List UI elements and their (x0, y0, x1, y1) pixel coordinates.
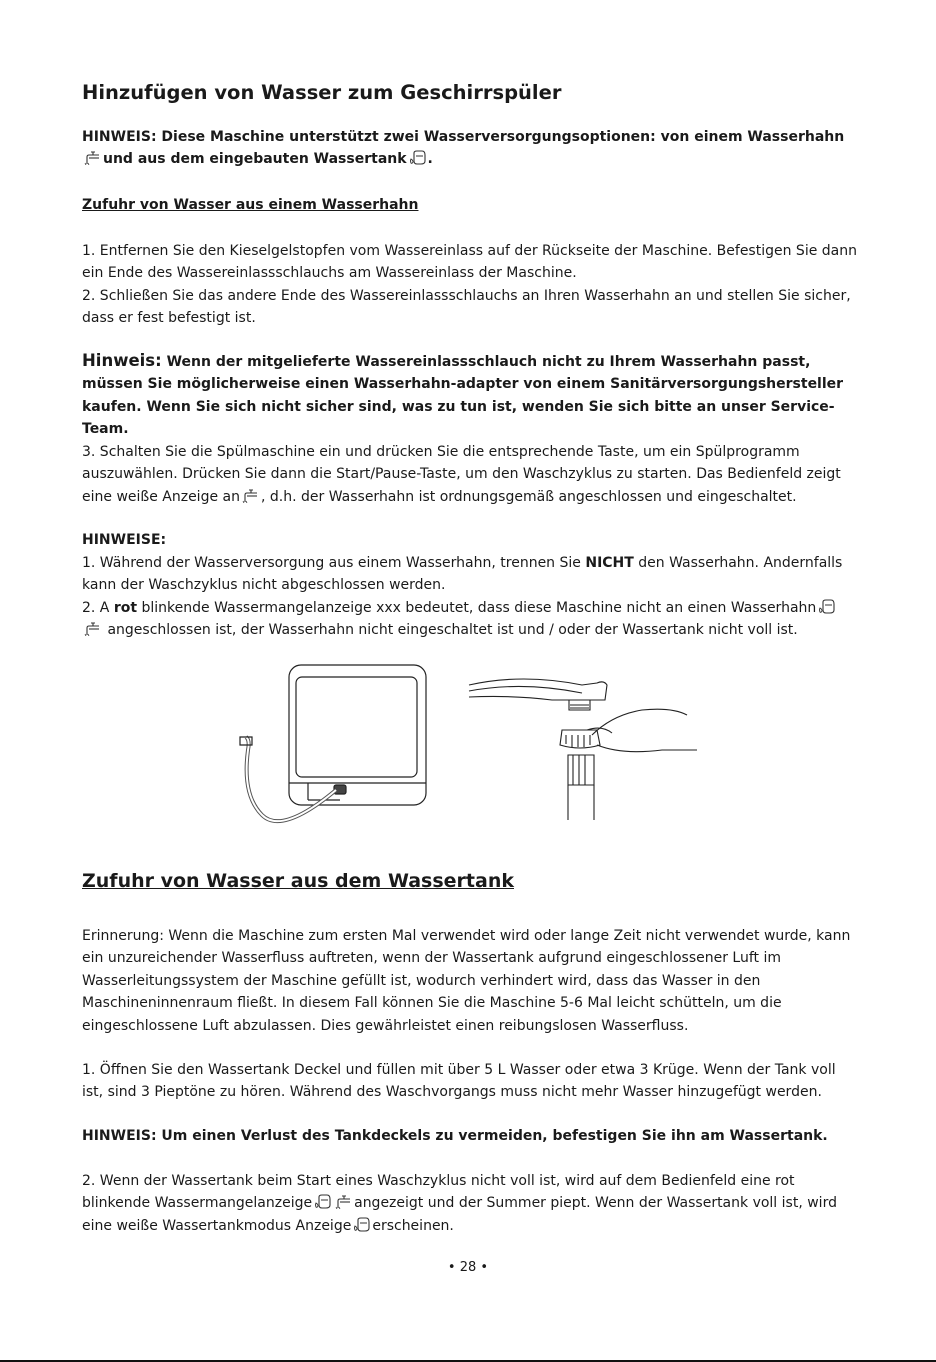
intro-note-text-1: HINWEIS: Diese Maschine unterstützt zwei Wasserversorgungsoptionen: von einem Wasserhahn (82, 129, 845, 145)
dishwasher-drawing (240, 665, 426, 821)
section1-step1: 1. Entfernen Sie den Kieselgelstopfen vom Wassereinlass auf der Rückseite der Maschine. Befestigen Sie dann ein Ende des Wassereinlassschlauchs am Wassereinlass der Maschine. (82, 243, 857, 282)
faucet-drawing (469, 679, 697, 820)
hinweis-label: Hinweis: (82, 351, 162, 370)
section2-step1: 1. Öffnen Sie den Wassertank Deckel und füllen mit über 5 L Wasser oder etwa 3 Krüge. Wenn der Tank voll ist, sind 3 Pieptöne zu hören. Während des Waschvorgangs muss nicht mehr Wasser hinzugefügt werden. (82, 1062, 836, 1101)
hinweise-heading: HINWEISE: (82, 532, 167, 548)
section2-step2 (82, 1170, 857, 1237)
faucet-icon (335, 1194, 352, 1209)
intro-note-text-2: und aus dem eingebauten Wassertank (103, 151, 407, 168)
step3-text-1: 3. Schalten Sie die Spülmaschine ein und drücken Sie die entsprechende Taste, um ein Spülprogramm auszuwählen. Drücken Sie dann die Start/Pause-Taste, um den Waschzyklus zu starten. Das Bedienfeld zeigt eine weiße Anzeige an (82, 444, 841, 505)
note1-text-2: den Wasserhahn. Andernfalls kann der Waschzyklus nicht abgeschlossen werden. (82, 555, 843, 594)
page-number: • 28 • (447, 1260, 489, 1275)
intro-note (82, 126, 857, 171)
step2-text-3: erscheinen. (372, 1217, 454, 1234)
note2-text-1: 2. A (82, 600, 110, 616)
water-tank-icon (818, 599, 835, 614)
note2-bold: rot (113, 600, 138, 616)
faucet-icon (84, 621, 101, 636)
hinweis-text: Wenn der mitgelieferte Wassereinlassschlauch nicht zu Ihrem Wasserhahn passt, müssen Sie möglicherweise einen Wasserhahn-adapter von einem Sanitärversorgungshersteller kaufen. Wenn Sie sich nicht sicher sind, was zu tun ist, wenden Sie sich bitte an unser Service-Team. (82, 354, 844, 438)
note2-text-3: angeschlossen ist, der Wasserhahn nicht eingeschaltet ist und / oder der Wassertank nicht voll ist. (107, 622, 798, 639)
note2-text-2: blinkende Wassermangelanzeige xxx bedeutet, dass diese Maschine nicht an einen Wasserhahn (141, 600, 817, 616)
faucet-icon (242, 488, 259, 503)
connection-illustration (82, 655, 857, 840)
intro-note-text-3: . (427, 151, 433, 168)
section1-step3 (82, 441, 857, 508)
section1-hinweis (82, 350, 857, 441)
water-tank-icon (353, 1217, 370, 1232)
hinweise-note2 (82, 597, 857, 642)
section2-hinweis: HINWEIS: Um einen Verlust des Tankdeckels zu vermeiden, befestigen Sie ihn am Wassertank. (82, 1128, 828, 1144)
page-title: Hinzufügen von Wasser zum Geschirrspüler (82, 81, 562, 104)
note1-bold: NICHT (585, 555, 634, 571)
step2-text-2: angezeigt und der Summer piept. Wenn der Wassertank voll ist, wird eine weiße Wassertankmodus Anzeige (82, 1195, 837, 1234)
note1-text-1: 1. Während der Wasserversorgung aus einem Wasserhahn, trennen Sie (82, 555, 581, 571)
water-tank-icon (409, 150, 426, 165)
water-tank-icon (314, 1194, 331, 1209)
step3-text-2: , d.h. der Wasserhahn ist ordnungsgemäß angeschlossen und eingeschaltet. (260, 488, 797, 505)
dishwasher-and-faucet-drawing (82, 655, 857, 840)
section1-step2: 2. Schließen Sie das andere Ende des Wassereinlassschlauchs an Ihren Wasserhahn an und stellen Sie sicher, dass er fest befestigt ist. (82, 288, 851, 327)
section2-reminder: Erinnerung: Wenn die Maschine zum ersten Mal verwendet wird oder lange Zeit nicht verwendet wurde, kann ein unzureichender Wasserfluss auftreten, wenn der Wassertank aufgrund eingeschlossener Luft im Wasserleitungssystem der Maschine gefüllt ist, wodurch verhindert wird, dass das Wasser in den Maschineninnenraum fließt. In diesem Fall können Sie die Maschine 5-6 Mal leicht schütteln, um die eingeschlossene Luft abzulassen. Dies gewährleistet einen reibungslosen Wasserfluss. (82, 928, 851, 1034)
faucet-icon (84, 150, 101, 165)
hinweise-note1 (82, 552, 857, 597)
section2-heading: Zufuhr von Wasser aus dem Wassertank (82, 870, 514, 892)
section1-heading: Zufuhr von Wasser aus einem Wasserhahn (82, 197, 419, 213)
step2-text-1: 2. Wenn der Wassertank beim Start eines Waschzyklus nicht voll ist, wird auf dem Bedienfeld eine rot blinkende Wassermangelanzeige (82, 1173, 795, 1212)
